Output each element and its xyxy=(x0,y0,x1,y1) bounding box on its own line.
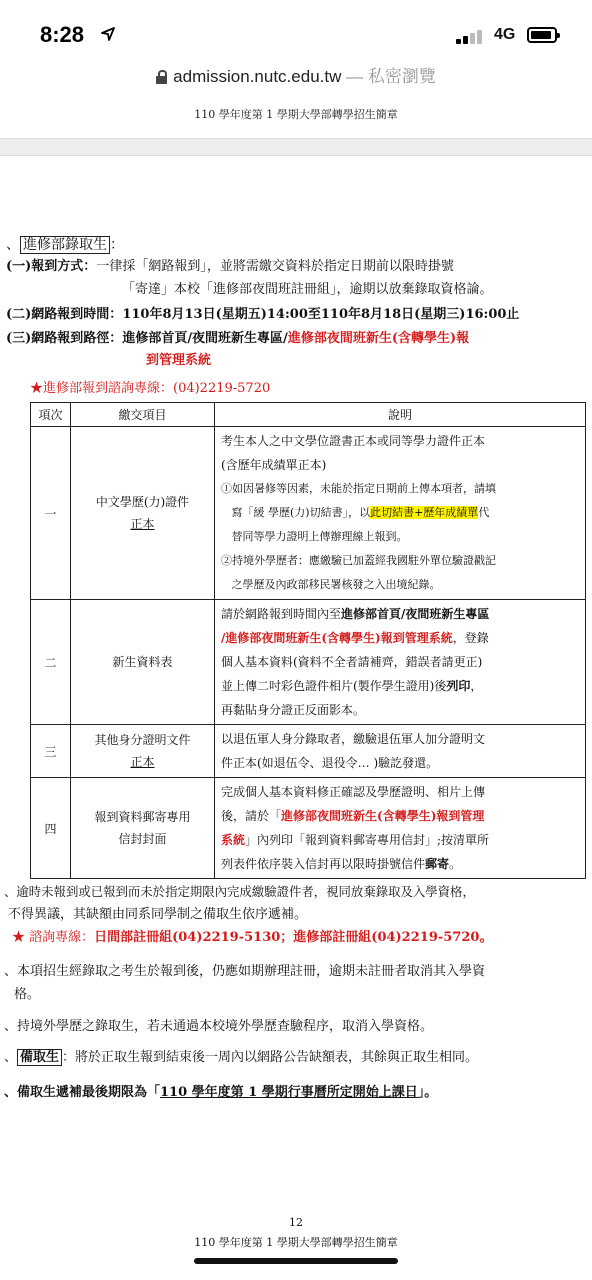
battery-icon xyxy=(527,27,557,43)
lock-icon xyxy=(156,70,167,83)
cellular-signal-icon xyxy=(456,28,486,44)
page-break-band xyxy=(0,138,592,156)
item-3-cont: 到管理系統 xyxy=(146,353,212,368)
url-text: admission.nutc.edu.tw xyxy=(173,67,342,86)
highlight-text: 此切結書+歷年成績單 xyxy=(370,506,479,519)
section-title: 、 進修部錄取生 ： xyxy=(6,237,124,253)
page-header: 110 學年度第 1 學期大學部轉學招生簡章 xyxy=(194,108,398,121)
header-desc: 說明 xyxy=(215,403,586,427)
url-separator: — xyxy=(341,67,368,86)
note-5: 、備取生遞補最後期限為「110 學年度第 1 學期行事曆所定開始上課日」。 xyxy=(4,1085,438,1100)
note-4: 、 備取生 ：將於正取生報到結束後一周內以網路公告缺額表，其餘與正取生相同。 xyxy=(4,1050,479,1065)
table-row: 三 其他身分證明文件 正本 以退伍軍人身分錄取者，繳驗退伍軍人加分證明文 件正本(如退伍令、退役令… )驗訖發還。 xyxy=(31,725,586,778)
table-row: 一 中文學歷(力)證件 正本 考生本人之中文學位證書正本或同等學力證件正本 (含歷年成績單正本) ①如因暑修等因素，未能於指定日期前上傳本項者，請填 寫「緩 學歷(力)切結書」，以此切結書+歷年成績單代 替同等學力證明上傳辦理線上報到。 ②持境外學歷者：應繳驗已加蓋經我國駐外單位驗證戳記 之學歷及內政部移民署核發之入出境紀錄。 xyxy=(31,427,586,600)
note-2: 、本項招生經錄取之考生於報到後，仍應如期辦理註冊，逾期未註冊者取消其入學資 xyxy=(4,964,486,979)
home-indicator[interactable] xyxy=(194,1258,398,1264)
section-title-box: 進修部錄取生 xyxy=(20,236,110,254)
item-2: (二)網路報到時間：110年8月13日(星期五)14:00至110年8月18日(星期三)16:00止 xyxy=(6,307,520,322)
item-1-cont: 「寄達」本校「進修部夜間班註冊組」，逾期以放棄錄取資格論。 xyxy=(122,282,493,297)
item-3: (三)網路報到路徑：進修部首頁/夜間班新生專區/進修部夜間班新生(含轉學生)報 xyxy=(6,331,470,346)
note-4-box: 備取生 xyxy=(17,1049,62,1066)
address-bar[interactable] xyxy=(0,62,592,90)
note-1: 、逾時未報到或已報到而未於指定期限內完成繳驗證件者，視同放棄錄取及入學資格， xyxy=(4,884,475,899)
table-row: 四 報到資料郵寄專用 信封封面 完成個人基本資料修正確認及學歷證明、相片上傳 後，請於「進修部夜間班新生(含轉學生)報到管理 系統」內列印「報到資料郵寄專用信封」;按清單所 列表件依序裝入信封再以限時掛號信件郵寄。 xyxy=(31,778,586,879)
private-mode-label: 私密瀏覽 xyxy=(367,67,436,86)
note-2-cont: 格。 xyxy=(14,987,41,1002)
header-no: 項次 xyxy=(31,403,71,427)
page-footer: 110 學年度第 1 學期大學部轉學招生簡章 xyxy=(194,1236,398,1249)
document-table xyxy=(30,402,586,879)
table-header-row xyxy=(31,403,586,427)
note-1-cont: 不得異議，其缺額由同系同學制之備取生依序遞補。 xyxy=(8,907,308,922)
status-time: 8:28 xyxy=(40,22,85,47)
status-bar xyxy=(0,0,592,60)
item-1: (一)報到方式：一律採「網路報到」，並將需繳交資料於指定日期前以限時掛號 xyxy=(6,259,454,274)
note-1-hotline: ★ 諮詢專線：日間部註冊組(04)2219-5130；進修部註冊組(04)2219-5720。 xyxy=(12,930,493,945)
note-3: 、持境外學歷之錄取生，若未通過本校境外學歷查驗程序，取消入學資格。 xyxy=(4,1019,434,1034)
header-item: 繳交項目 xyxy=(71,403,215,427)
location-arrow-icon xyxy=(101,27,115,41)
network-type: 4G xyxy=(494,26,516,43)
page-number: 12 xyxy=(289,1216,303,1229)
hotline: ★進修部報到諮詢專線：(04)2219-5720 xyxy=(30,381,271,396)
table-row: 二 新生資料表 請於網路報到時間內至進修部首頁/夜間班新生專區 /進修部夜間班新生(含轉學生)報到管理系統，登錄 個人基本資料(資料不全者請補齊，錯誤者請更正) 並上傳二吋彩色證件相片(製作學生證用)後列印， 再黏貼身分證正反面影本。 xyxy=(31,600,586,725)
